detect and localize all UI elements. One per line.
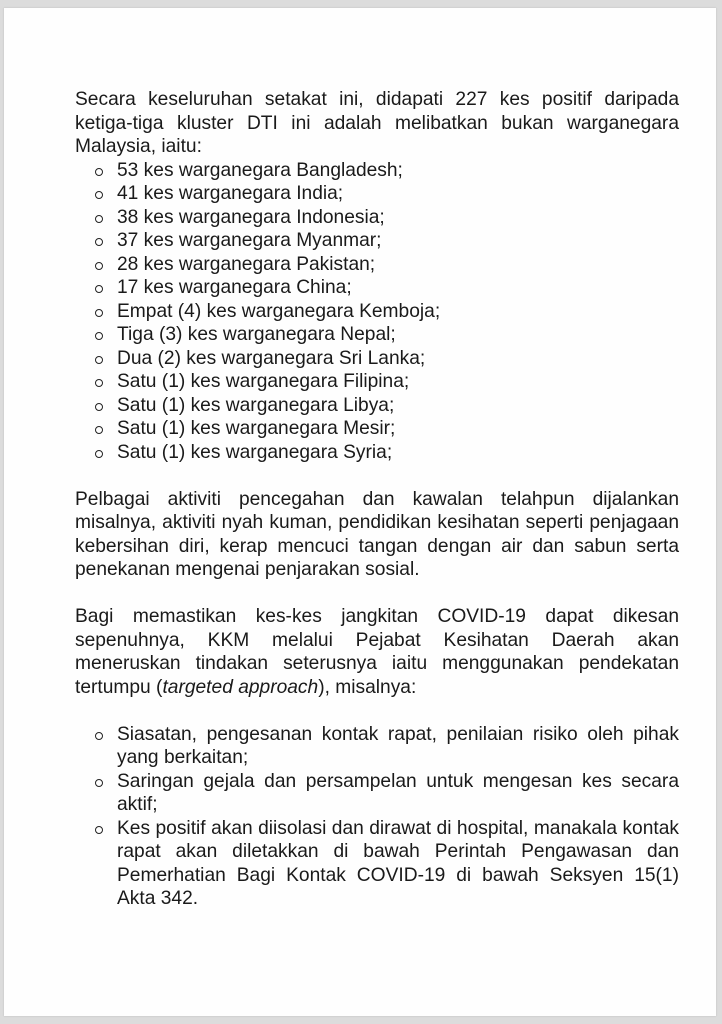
hollow-bullet-icon — [95, 356, 103, 364]
hollow-bullet-icon — [95, 332, 103, 340]
list-item: Satu (1) kes warganegara Syria; — [75, 441, 679, 465]
list-item: Tiga (3) kes warganegara Nepal; — [75, 323, 679, 347]
list-item: 17 kes warganegara China; — [75, 276, 679, 300]
list-item: 41 kes warganegara India; — [75, 182, 679, 206]
list-item: Siasatan, pengesanan kontak rapat, penilaian risiko oleh pihak yang berkaitan; — [75, 723, 679, 770]
list-item: Kes positif akan diisolasi dan dirawat di hospital, manakala kontak rapat akan diletakkan di bawah Perintah Pengawasan dan Pemerhatian Bagi Kontak COVID-19 di bawah Seksyen 15(1) Akta 342. — [75, 817, 679, 911]
hollow-bullet-icon — [95, 238, 103, 246]
list-item: 37 kes warganegara Myanmar; — [75, 229, 679, 253]
hollow-bullet-icon — [95, 403, 103, 411]
list-item: 38 kes warganegara Indonesia; — [75, 206, 679, 230]
hollow-bullet-icon — [95, 309, 103, 317]
list-item: Satu (1) kes warganegara Mesir; — [75, 417, 679, 441]
hollow-bullet-icon — [95, 262, 103, 270]
action-list — [75, 723, 679, 911]
nationality-list — [75, 159, 679, 465]
hollow-bullet-icon — [95, 191, 103, 199]
hollow-bullet-icon — [95, 285, 103, 293]
hollow-bullet-icon — [95, 215, 103, 223]
list-item: Saringan gejala dan persampelan untuk mengesan kes secara aktif; — [75, 770, 679, 817]
document-body — [75, 88, 679, 911]
list-item: Dua (2) kes warganegara Sri Lanka; — [75, 347, 679, 371]
hollow-bullet-icon — [95, 450, 103, 458]
paragraph-summary: Secara keseluruhan setakat ini, didapati 227 kes positif daripada ketiga-tiga kluster DTI ini adalah melibatkan bukan warganegara Malaysia, iaitu: — [75, 89, 679, 157]
paragraph-targeted-approach: Bagi memastikan kes-kes jangkitan COVID-19 dapat dikesan sepenuhnya, KKM melalui Pejabat Kesihatan Daerah akan meneruskan tindakan seterusnya iaitu menggunakan pendekatan tertumpu (targeted approach), misalnya: — [75, 606, 679, 698]
italic-term: targeted approach — [162, 676, 319, 698]
hollow-bullet-icon — [95, 779, 103, 787]
document-page — [4, 8, 716, 1016]
hollow-bullet-icon — [95, 426, 103, 434]
hollow-bullet-icon — [95, 379, 103, 387]
paragraph-prevention: Pelbagai aktiviti pencegahan dan kawalan telahpun dijalankan misalnya, aktiviti nyah kuman, pendidikan kesihatan seperti penjagaan kebersihan diri, kerap mencuci tangan dengan air dan sabun serta penekanan mengenai penjarakan sosial. — [75, 488, 679, 580]
list-item: Satu (1) kes warganegara Libya; — [75, 394, 679, 418]
list-item: Empat (4) kes warganegara Kemboja; — [75, 300, 679, 324]
list-item: Satu (1) kes warganegara Filipina; — [75, 370, 679, 394]
list-item: 28 kes warganegara Pakistan; — [75, 253, 679, 277]
hollow-bullet-icon — [95, 732, 103, 740]
hollow-bullet-icon — [95, 168, 103, 176]
hollow-bullet-icon — [95, 826, 103, 834]
list-item: 53 kes warganegara Bangladesh; — [75, 159, 679, 183]
